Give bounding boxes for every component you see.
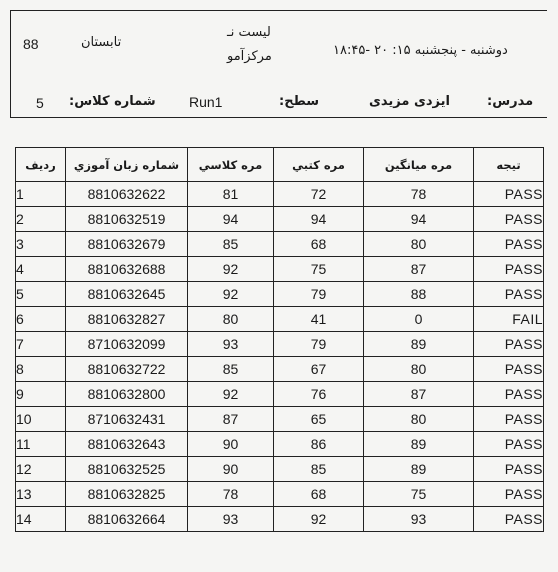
result-cell: PASS	[474, 232, 544, 257]
table-row	[16, 182, 544, 207]
header-result: تيجه	[474, 148, 544, 182]
average-score-cell: 94	[364, 207, 474, 232]
row-number-cell: 11	[16, 432, 66, 457]
average-score-cell: 80	[364, 232, 474, 257]
row-number-cell: 5	[16, 282, 66, 307]
student-id-cell: 8810632622	[66, 182, 188, 207]
written-score-cell: 79	[274, 282, 364, 307]
student-id-cell: 8810632519	[66, 207, 188, 232]
table-header-row	[16, 148, 544, 182]
class-score-cell: 85	[188, 357, 274, 382]
row-number-cell: 12	[16, 457, 66, 482]
average-score-cell: 88	[364, 282, 474, 307]
class-score-cell: 90	[188, 432, 274, 457]
result-cell: PASS	[474, 357, 544, 382]
average-score-cell: 75	[364, 482, 474, 507]
result-cell: FAIL	[474, 307, 544, 332]
header-number: 88	[23, 36, 39, 52]
row-number-cell: 13	[16, 482, 66, 507]
schedule-text: دوشنبه - پنجشنبه ۱۵: ۲۰ -۱۸:۴۵	[333, 43, 508, 58]
table-row	[16, 407, 544, 432]
student-id-cell: 8810632645	[66, 282, 188, 307]
level-label: سطح:	[279, 94, 320, 109]
teacher-label: مدرس:	[487, 94, 534, 109]
result-cell: PASS	[474, 257, 544, 282]
written-score-cell: 94	[274, 207, 364, 232]
written-score-cell: 65	[274, 407, 364, 432]
average-score-cell: 78	[364, 182, 474, 207]
row-number-cell: 4	[16, 257, 66, 282]
result-cell: PASS	[474, 207, 544, 232]
result-cell: PASS	[474, 332, 544, 357]
student-id-cell: 8810632679	[66, 232, 188, 257]
written-score-cell: 67	[274, 357, 364, 382]
header-written-score: مره كتبي	[274, 148, 364, 182]
student-id-cell: 8810632525	[66, 457, 188, 482]
header-average: مره ميانگين	[364, 148, 474, 182]
result-cell: PASS	[474, 432, 544, 457]
class-number-label: شماره کلاس:	[69, 94, 156, 109]
season-label: تابستان	[81, 35, 122, 50]
student-id-cell: 8810632722	[66, 357, 188, 382]
table-row	[16, 332, 544, 357]
class-score-cell: 78	[188, 482, 274, 507]
average-score-cell: 80	[364, 407, 474, 432]
result-cell: PASS	[474, 182, 544, 207]
table-row	[16, 432, 544, 457]
class-score-cell: 90	[188, 457, 274, 482]
center-name: مرکزآمو	[227, 49, 272, 64]
written-score-cell: 85	[274, 457, 364, 482]
written-score-cell: 72	[274, 182, 364, 207]
average-score-cell: 87	[364, 382, 474, 407]
result-cell: PASS	[474, 507, 544, 532]
class-score-cell: 93	[188, 332, 274, 357]
list-title: لیست نـ	[227, 25, 271, 40]
row-number-cell: 3	[16, 232, 66, 257]
student-id-cell: 8810632827	[66, 307, 188, 332]
table-row	[16, 457, 544, 482]
student-id-cell: 8810632643	[66, 432, 188, 457]
written-score-cell: 79	[274, 332, 364, 357]
row-number-cell: 9	[16, 382, 66, 407]
average-score-cell: 89	[364, 332, 474, 357]
result-cell: PASS	[474, 407, 544, 432]
result-cell: PASS	[474, 382, 544, 407]
class-score-cell: 92	[188, 257, 274, 282]
class-number-value: 5	[36, 95, 44, 111]
row-number-cell: 14	[16, 507, 66, 532]
row-number-cell: 8	[16, 357, 66, 382]
table-row	[16, 207, 544, 232]
class-score-cell: 81	[188, 182, 274, 207]
row-number-cell: 2	[16, 207, 66, 232]
level-value: Run1	[189, 94, 223, 110]
written-score-cell: 68	[274, 232, 364, 257]
table-row	[16, 257, 544, 282]
result-cell: PASS	[474, 482, 544, 507]
table-row	[16, 357, 544, 382]
student-id-cell: 8810632825	[66, 482, 188, 507]
written-score-cell: 75	[274, 257, 364, 282]
average-score-cell: 89	[364, 457, 474, 482]
average-score-cell: 89	[364, 432, 474, 457]
student-id-cell: 8810632800	[66, 382, 188, 407]
result-cell: PASS	[474, 282, 544, 307]
results-table	[15, 147, 544, 532]
written-score-cell: 76	[274, 382, 364, 407]
written-score-cell: 41	[274, 307, 364, 332]
teacher-name: ایزدی مزیدی	[369, 94, 450, 109]
class-score-cell: 87	[188, 407, 274, 432]
header-row-number: ردیف	[16, 148, 66, 182]
student-id-cell: 8710632099	[66, 332, 188, 357]
class-score-cell: 92	[188, 382, 274, 407]
written-score-cell: 68	[274, 482, 364, 507]
average-score-cell: 0	[364, 307, 474, 332]
student-id-cell: 8810632664	[66, 507, 188, 532]
row-number-cell: 6	[16, 307, 66, 332]
header-student-id: شماره زبان آموزي	[66, 148, 188, 182]
class-score-cell: 80	[188, 307, 274, 332]
student-id-cell: 8710632431	[66, 407, 188, 432]
student-id-cell: 8810632688	[66, 257, 188, 282]
result-cell: PASS	[474, 457, 544, 482]
header-box	[10, 10, 547, 118]
average-score-cell: 87	[364, 257, 474, 282]
written-score-cell: 92	[274, 507, 364, 532]
row-number-cell: 7	[16, 332, 66, 357]
class-score-cell: 85	[188, 232, 274, 257]
row-number-cell: 10	[16, 407, 66, 432]
table-row	[16, 382, 544, 407]
class-score-cell: 92	[188, 282, 274, 307]
table-row	[16, 307, 544, 332]
row-number-cell: 1	[16, 182, 66, 207]
header-class-score: مره کلاسي	[188, 148, 274, 182]
table-row	[16, 232, 544, 257]
average-score-cell: 80	[364, 357, 474, 382]
table-row	[16, 482, 544, 507]
written-score-cell: 86	[274, 432, 364, 457]
average-score-cell: 93	[364, 507, 474, 532]
table-row	[16, 282, 544, 307]
class-score-cell: 93	[188, 507, 274, 532]
table-row	[16, 507, 544, 532]
class-score-cell: 94	[188, 207, 274, 232]
